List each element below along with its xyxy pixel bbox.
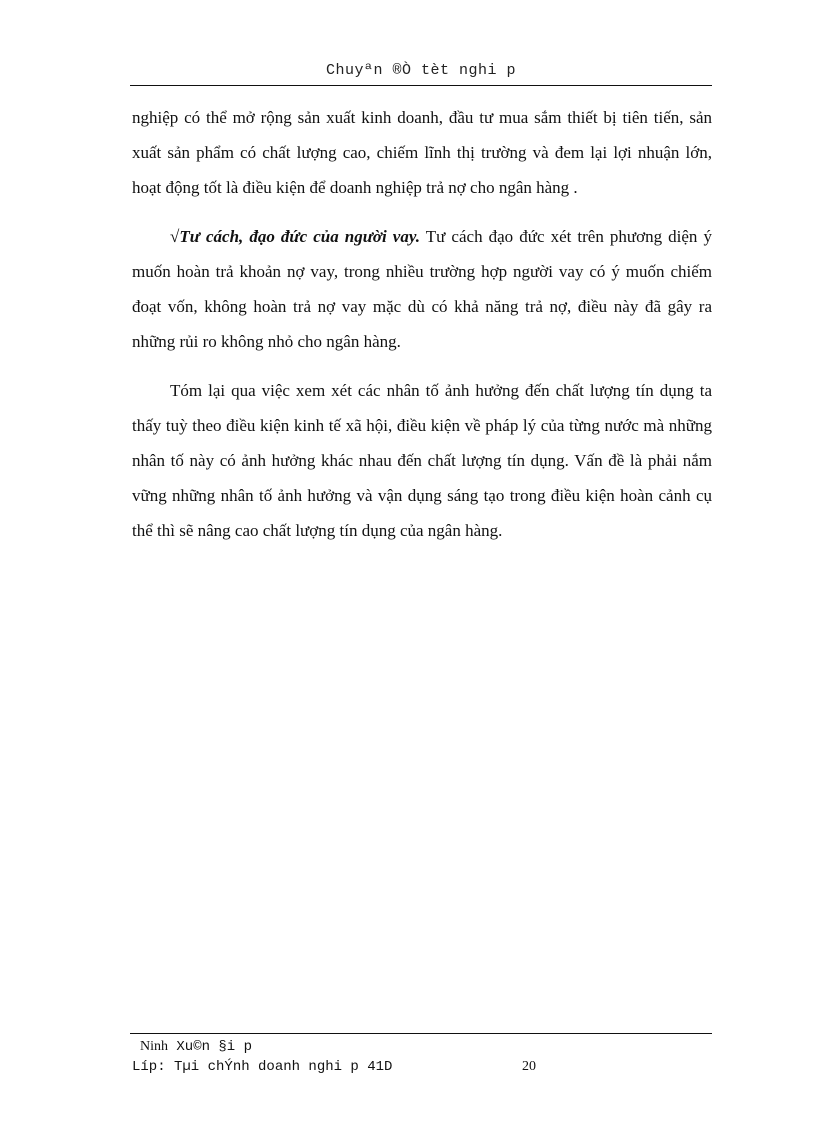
- footer-class: Líp: Tµi chÝnh doanh nghi p 41D: [132, 1059, 393, 1075]
- page-number: 20: [522, 1059, 536, 1074]
- header-divider: [130, 85, 712, 86]
- checkmark-icon: √: [170, 227, 180, 246]
- footer-author-rest: Xu©n §i p: [168, 1039, 253, 1055]
- footer-author-first: Ninh: [140, 1039, 168, 1054]
- page-header-title: Chuyªn ®Ò tèt nghi p: [325, 62, 517, 79]
- footer-divider: [130, 1033, 712, 1034]
- body-paragraph-2: [132, 219, 712, 359]
- paragraph-2-text: Tư cách đạo đức xét trên phương diện ý muốn hoàn trả khoản nợ vay, trong nhiều trường hợp người vay có ý muốn chiếm đoạt vốn, không hoàn trả nợ vay mặc dù có khả năng trả nợ, điều này đã gây ra những rủi ro không nhỏ cho ngân hàng.: [132, 227, 712, 351]
- footer-author: [140, 1039, 252, 1055]
- body-paragraph-1: nghiệp có thể mở rộng sản xuất kinh doanh, đầu tư mua sắm thiết bị tiên tiến, sản xuất sản phẩm có chất lượng cao, chiếm lĩnh thị trường và đem lại lợi nhuận lớn, hoạt động tốt là điều kiện để doanh nghiệp trả nợ cho ngân hàng .: [132, 108, 712, 197]
- document-body: [132, 100, 712, 562]
- body-paragraph-3: Tóm lại qua việc xem xét các nhân tố ảnh hưởng đến chất lượng tín dụng ta thấy tuỳ theo điều kiện kinh tế xã hội, điều kiện về pháp lý của từng nước mà những nhân tố này có ảnh hưởng khác nhau đến chất lượng tín dụng. Vấn đề là phải nắm vững những nhân tố ảnh hưởng và vận dụng sáng tạo trong điều kiện hoàn cảnh cụ thể thì sẽ nâng cao chất lượng tín dụng của ngân hàng.: [132, 381, 712, 540]
- paragraph-lead-heading: Tư cách, đạo đức của người vay.: [179, 227, 421, 246]
